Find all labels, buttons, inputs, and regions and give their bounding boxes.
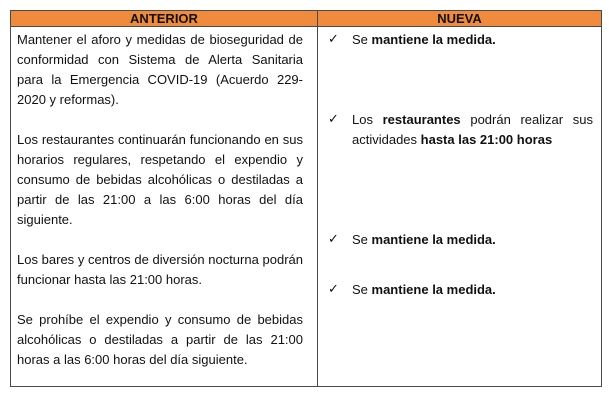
header-nueva: NUEVA	[318, 11, 602, 27]
nueva-item-text: Se mantiene la medida.	[352, 32, 496, 47]
nueva-item-text: Se mantiene la medida.	[352, 282, 496, 297]
nueva-cell	[318, 27, 602, 387]
check-icon: ✓	[328, 112, 339, 127]
check-icon: ✓	[328, 32, 339, 47]
anterior-cell	[11, 27, 318, 387]
content-row	[11, 27, 602, 387]
comparison-table	[10, 10, 602, 387]
anterior-paragraph-aforo: Mantener el aforo y medidas de bioseguridad de conformidad con Sistema de Alerta Sanitaria para la Emergencia COVID-19 (Acuerdo 229-2020 y reformas).	[17, 32, 303, 107]
nueva-item-prohibicion	[328, 280, 593, 300]
nueva-item-text: Se mantiene la medida.	[352, 232, 496, 247]
anterior-paragraph-restaurantes: Los restaurantes continuarán funcionando en sus horarios regulares, respetando el expendio y consumo de bebidas alcohólicas o destiladas a partir de las 21:00 a las 6:00 horas del día siguiente.	[17, 132, 303, 227]
nueva-item-restaurantes	[328, 110, 593, 150]
check-icon: ✓	[328, 282, 339, 297]
nueva-item-aforo	[328, 30, 593, 50]
nueva-item-bares	[328, 230, 593, 250]
anterior-paragraph-bares: Los bares y centros de diversión nocturna podrán funcionar hasta las 21:00 horas.	[17, 252, 303, 287]
header-row	[11, 11, 602, 27]
anterior-paragraph-prohibicion: Se prohíbe el expendio y consumo de bebidas alcohólicas o destiladas a partir de las 21:00 horas a las 6:00 horas del día siguiente.	[17, 312, 303, 367]
header-anterior: ANTERIOR	[11, 11, 318, 27]
nueva-item-text: Los restaurantes podrán realizar sus actividades hasta las 21:00 horas	[352, 112, 593, 147]
check-icon: ✓	[328, 232, 339, 247]
